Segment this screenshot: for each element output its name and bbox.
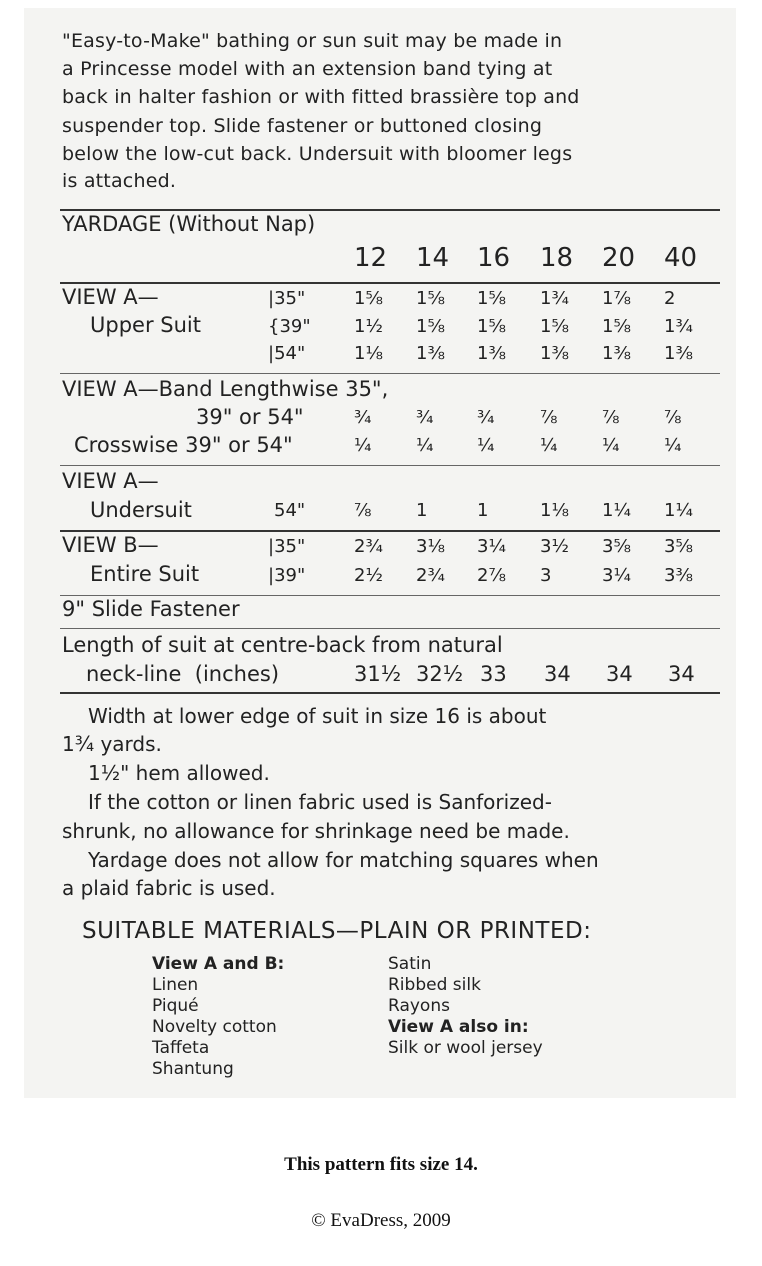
- note-line: a plaid fabric is used.: [62, 876, 276, 900]
- yardage-cell: ¼: [354, 435, 372, 456]
- yardage-cell: 3¼: [477, 536, 506, 557]
- yardage-cell: 1⅜: [602, 343, 631, 364]
- yardage-cell: 1⅝: [477, 316, 506, 337]
- yardage-cell: 1⅝: [416, 288, 445, 309]
- yardage-cell: 1¾: [540, 288, 569, 309]
- fabric-width: 54": [274, 500, 306, 521]
- intro-line: back in halter fashion or with fitted brassière top and: [62, 86, 580, 108]
- fit-caption: This pattern fits size 14.: [284, 1154, 478, 1175]
- yardage-cell: 3¼: [602, 565, 631, 586]
- note-line: Yardage does not allow for matching squares when: [88, 848, 599, 872]
- length-cell: 34: [544, 662, 571, 686]
- fabric-width: |35": [268, 288, 306, 309]
- yardage-cell: ¾: [354, 407, 372, 428]
- note-line: If the cotton or linen fabric used is Sanforized-: [88, 790, 552, 814]
- yardage-cell: 1⅜: [416, 343, 445, 364]
- material-item: Satin: [388, 954, 432, 974]
- view-a-label: VIEW A—: [62, 285, 159, 309]
- yardage-cell: ⅞: [354, 500, 372, 521]
- yardage-cell: 3⅝: [664, 536, 693, 557]
- yardage-cell: ⅞: [664, 407, 682, 428]
- divider: [60, 465, 720, 466]
- yardage-cell: 1⅜: [664, 343, 693, 364]
- note-line: Width at lower edge of suit in size 16 is about: [88, 704, 547, 728]
- fabric-width: |54": [268, 343, 306, 364]
- yardage-title: YARDAGE (Without Nap): [62, 212, 316, 236]
- band-label: VIEW A—Band Lengthwise 35",: [62, 377, 389, 401]
- length-cell: 33: [480, 662, 507, 686]
- material-item: Linen: [152, 975, 199, 995]
- yardage-cell: ¾: [477, 407, 495, 428]
- yardage-cell: 3: [540, 565, 552, 586]
- divider: [60, 373, 720, 374]
- yardage-cell: 3⅛: [416, 536, 445, 557]
- yardage-cell: 1¾: [664, 316, 693, 337]
- length-cell: 34: [606, 662, 633, 686]
- yardage-cell: 2½: [354, 565, 383, 586]
- entire-suit-label: Entire Suit: [90, 562, 200, 586]
- divider: [60, 692, 720, 694]
- yardage-cell: 1⅛: [540, 500, 569, 521]
- note-line: 1½" hem allowed.: [88, 761, 270, 785]
- material-item: Silk or wool jersey: [388, 1038, 543, 1058]
- length-cell: 34: [668, 662, 695, 686]
- yardage-cell: 1⅝: [354, 288, 383, 309]
- yardage-cell: ⅞: [540, 407, 558, 428]
- fabric-width: {39": [268, 316, 311, 337]
- yardage-cell: ¼: [477, 435, 495, 456]
- size-header: 12: [354, 243, 388, 273]
- yardage-cell: ⅞: [602, 407, 620, 428]
- yardage-cell: 1¼: [664, 500, 693, 521]
- yardage-cell: 2¾: [416, 565, 445, 586]
- material-item: Taffeta: [152, 1038, 210, 1058]
- yardage-cell: 2¾: [354, 536, 383, 557]
- intro-line: "Easy-to-Make" bathing or sun suit may be made in: [62, 30, 563, 52]
- yardage-cell: 1: [477, 500, 489, 521]
- size-header: 18: [540, 243, 574, 273]
- length-cell: 32½: [416, 662, 464, 686]
- material-item: Novelty cotton: [152, 1017, 277, 1037]
- yardage-cell: 1½: [354, 316, 383, 337]
- note-line: shrunk, no allowance for shrinkage need be made.: [62, 819, 570, 843]
- size-header: 14: [416, 243, 450, 273]
- neck-line-label: neck-line (inches): [86, 662, 280, 686]
- view-b-label: VIEW B—: [62, 533, 159, 557]
- yardage-cell: 2: [664, 288, 676, 309]
- yardage-cell: ¼: [416, 435, 434, 456]
- copyright-notice: © EvaDress, 2009: [311, 1210, 451, 1231]
- yardage-cell: 1⅝: [602, 316, 631, 337]
- yardage-cell: 2⅞: [477, 565, 506, 586]
- view-a-label: VIEW A—: [62, 469, 159, 493]
- divider: [60, 530, 720, 532]
- yardage-cell: 1⅜: [477, 343, 506, 364]
- size-header: 20: [602, 243, 636, 273]
- divider: [60, 595, 720, 596]
- undersuit-label: Undersuit: [90, 498, 192, 522]
- intro-line: is attached.: [62, 170, 177, 192]
- divider: [60, 628, 720, 629]
- yardage-cell: 1⅝: [540, 316, 569, 337]
- materials-subheading: View A also in:: [388, 1017, 529, 1037]
- fabric-width: 39" or 54": [196, 405, 304, 429]
- yardage-cell: ¼: [602, 435, 620, 456]
- intro-line: below the low-cut back. Undersuit with bloomer legs: [62, 143, 573, 165]
- yardage-cell: 1⅜: [540, 343, 569, 364]
- intro-line: a Princesse model with an extension band tying at: [62, 58, 553, 80]
- materials-subheading: View A and B:: [152, 954, 285, 974]
- yardage-cell: 1: [416, 500, 428, 521]
- pattern-envelope-scan: [24, 8, 736, 1098]
- yardage-cell: 1⅝: [477, 288, 506, 309]
- intro-line: suspender top. Slide fastener or buttoned closing: [62, 115, 543, 137]
- material-item: Shantung: [152, 1059, 234, 1079]
- yardage-cell: ¾: [416, 407, 434, 428]
- crosswise-label: Crosswise 39" or 54": [74, 433, 293, 457]
- yardage-cell: 1⅞: [602, 288, 631, 309]
- yardage-cell: 3⅝: [602, 536, 631, 557]
- materials-heading: SUITABLE MATERIALS—PLAIN OR PRINTED:: [82, 918, 592, 944]
- material-item: Ribbed silk: [388, 975, 481, 995]
- material-item: Piqué: [152, 996, 199, 1016]
- yardage-cell: 1⅝: [416, 316, 445, 337]
- length-label: Length of suit at centre-back from natural: [62, 633, 503, 657]
- fabric-width: |39": [268, 565, 306, 586]
- slide-fastener-label: 9" Slide Fastener: [62, 597, 240, 621]
- upper-suit-label: Upper Suit: [90, 313, 201, 337]
- yardage-cell: ¼: [664, 435, 682, 456]
- yardage-cell: 1¼: [602, 500, 631, 521]
- length-cell: 31½: [354, 662, 402, 686]
- yardage-cell: 1⅛: [354, 343, 383, 364]
- size-header: 16: [477, 243, 511, 273]
- yardage-cell: ¼: [540, 435, 558, 456]
- material-item: Rayons: [388, 996, 450, 1016]
- note-line: 1¾ yards.: [62, 732, 162, 756]
- divider: [60, 209, 720, 211]
- fabric-width: |35": [268, 536, 306, 557]
- yardage-cell: 3⅜: [664, 565, 693, 586]
- size-header: 40: [664, 243, 698, 273]
- yardage-cell: 3½: [540, 536, 569, 557]
- divider: [60, 282, 720, 284]
